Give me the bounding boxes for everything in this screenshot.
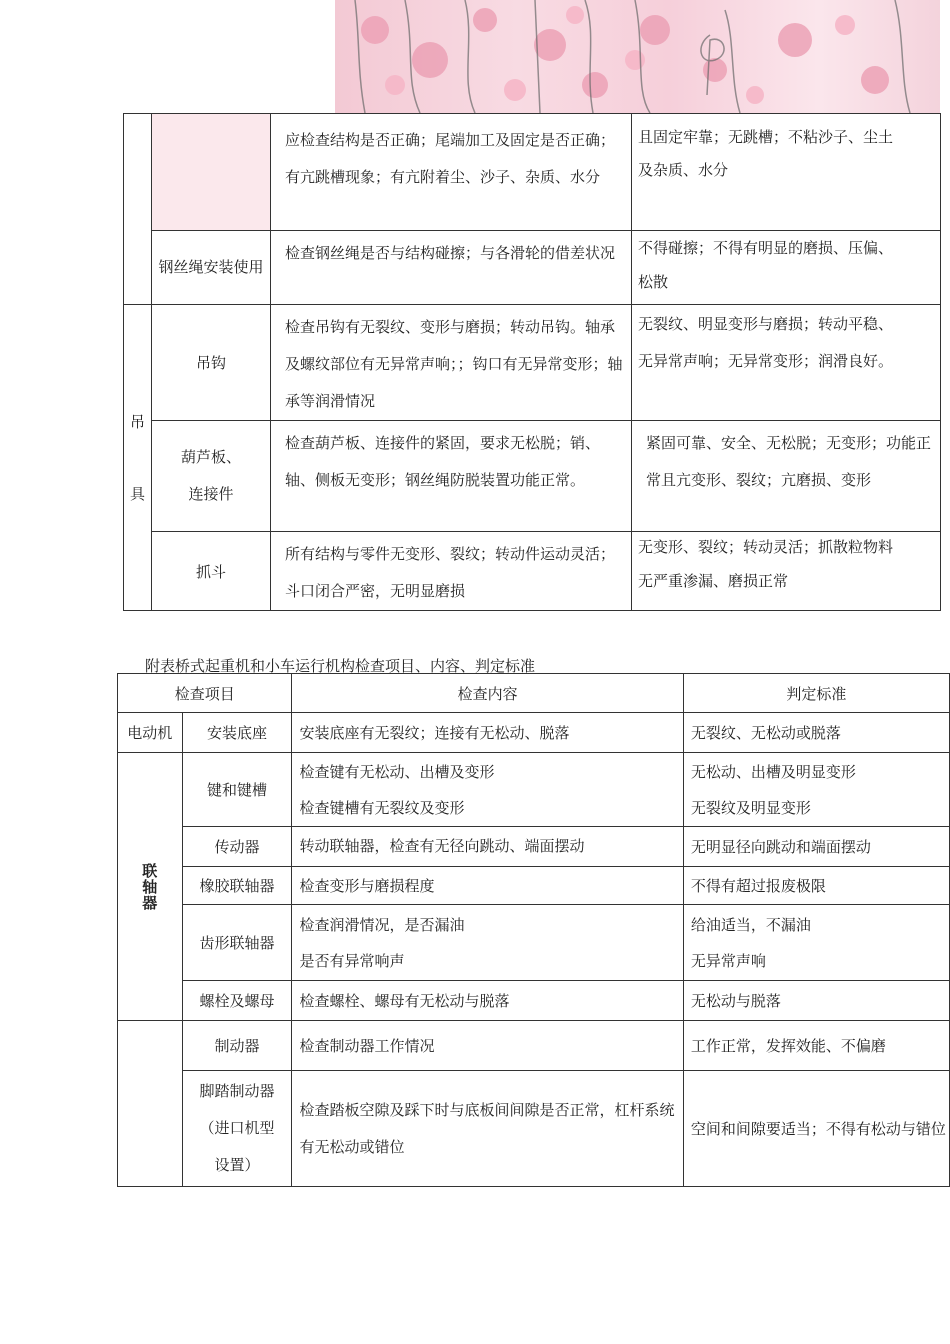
content-cell [292,753,683,827]
item-cell [152,421,271,532]
floral-banner [335,0,940,113]
content-text: 转动联轴器，检查有无径向跳动、端面摆动 [292,827,683,867]
standard-cell [632,532,941,611]
item-cell [152,231,271,305]
content-text: 检查润滑情况，是否漏油 [299,915,465,934]
standard-cell [632,114,941,231]
standard-text: 无裂纹及明显变形 [690,798,811,817]
item-label: 抓斗 [195,562,226,581]
content-text: 所有结构与零件无变形、裂纹；转动件运动灵活；斗口闭合严密，无明显磨损 [285,545,616,600]
standard-text: 无明显径向跳动和端面摆动 [683,827,949,867]
content-text: 检查葫芦板、连接件的紧固，要求无松脱；销、轴、侧板无变形；钢丝绳防脱装置功能正常。 [285,434,601,489]
content-cell [271,305,632,421]
content-text: 检查键有无松动、出槽及变形 [299,762,495,781]
standard-text: 无变形、裂纹；转动灵活；抓散粒物料 [638,538,894,556]
header-standard: 判定标准 [683,674,949,713]
standard-text: 空间和间隙要适当；不得有松动与错位 [683,1071,949,1187]
item-cell-blank [152,114,271,231]
standard-cell [632,231,941,305]
header-content: 检查内容 [292,674,683,713]
group-cell-blank [124,114,152,305]
content-text: 检查吊钩有无裂纹、变形与磨损；转动吊钩。轴承及螺纹部位有无异常声响；；钩口有无异常变形；轴承等润滑情况 [285,318,623,410]
standard-text: 工作正常，发挥效能、不偏磨 [683,1021,949,1071]
content-text: 检查钢丝绳是否与结构碰擦；与各滑轮的借差状况 [285,244,616,262]
standard-text: 无严重渗漏、磨损正常 [638,572,789,590]
item-cell [152,532,271,611]
item-label: 螺栓及螺母 [182,981,292,1021]
inspection-table-1 [123,113,941,611]
item-label: 传动器 [182,827,292,867]
standard-cell [683,753,949,827]
standard-text: 不得有超过报废极限 [683,867,949,905]
item-label: 橡胶联轴器 [182,867,292,905]
group-label: 吊 [129,412,145,431]
group-motor: 电动机 [118,713,183,753]
standard-text: 无松动、出槽及明显变形 [690,762,856,781]
header-item: 检查项目 [118,674,292,713]
item-label: 吊钩 [195,354,226,372]
standard-text: 无裂纹、无松动或脱落 [683,713,949,753]
content-text: 是否有异常响声 [299,951,405,970]
group-coupling [118,753,183,1021]
item-label: 键和键槽 [182,753,292,827]
standard-text: 及杂质、水分 [638,161,729,179]
standard-text: 不得碰擦；不得有明显的磨损、压偏、 [638,239,894,257]
standard-text: 无松动与脱落 [683,981,949,1021]
content-cell [271,421,632,532]
content-text: 检查制动器工作情况 [292,1021,683,1071]
content-text: 检查变形与磨损程度 [292,867,683,905]
content-text: 检查踏板空隙及踩下时与底板间间隙是否正常，杠杆系统有无松动或错位 [299,1100,675,1156]
item-cell [182,1071,292,1187]
content-text: 检查键槽有无裂纹及变形 [299,798,465,817]
item-label: 齿形联轴器 [182,905,292,981]
standard-cell [632,305,941,421]
standard-text: 无裂纹、明显变形与磨损；转动平稳、 [638,315,894,333]
content-cell [271,114,632,231]
item-cell [152,305,271,421]
standard-text: 且固定牢靠；无跳槽；不粘沙子、尘土 [638,128,894,146]
group-cell-blank [118,1021,183,1187]
content-cell [292,905,683,981]
group-label: 联轴器 [142,861,158,912]
standard-text: 给油适当，不漏油 [690,915,811,934]
floral-banner-icon [335,0,940,113]
item-label: 钢丝绳安装使用 [158,258,264,276]
table-caption: 附表桥式起重机和小车运行机构检查项目、内容、判定标准 [145,657,536,675]
standard-text: 无异常声响 [690,951,766,970]
content-cell [292,1071,683,1187]
item-label: 安装底座 [182,713,292,753]
content-text: 检查螺栓、螺母有无松动与脱落 [292,981,683,1021]
standard-cell [632,421,941,532]
content-cell [271,231,632,305]
standard-text: 无异常声响；无异常变形；润滑良好。 [638,352,894,370]
content-cell [271,532,632,611]
group-cell-lifting-tools [124,305,152,611]
standard-text: 松散 [638,273,669,291]
content-text: 安装底座有无裂纹；连接有无松动、脱落 [292,713,683,753]
item-label: 葫芦板、连接件 [180,448,241,503]
item-label: 制动器 [182,1021,292,1071]
item-label: 脚踏制动器（进口机型设置） [199,1082,275,1174]
group-label: 具 [129,484,145,503]
standard-text: 紧固可靠、安全、无松脱；无变形；功能正常且亢变形、裂纹；亢磨损、变形 [646,434,932,489]
standard-cell [683,905,949,981]
content-text: 应检查结构是否正确；尾端加工及固定是否正确；有亢跳槽现象；有亢附着尘、沙子、杂质、水分 [285,131,616,186]
inspection-table-2 [117,673,950,1187]
